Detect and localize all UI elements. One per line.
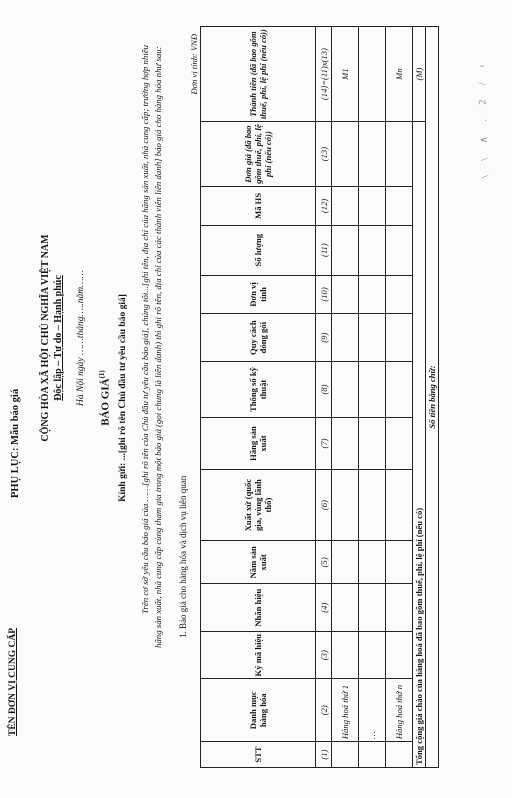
- amount-cell: Mn: [386, 27, 413, 122]
- total-row: [413, 27, 426, 768]
- total-label: Tổng cộng giá chào của hàng hoá đã bao gồm thuế, phí, lệ phí (nếu có): [413, 122, 426, 768]
- table-header-row: [201, 27, 316, 768]
- table-header-cell: Nhãn hiệu: [201, 584, 316, 632]
- column-number: (1): [316, 742, 332, 768]
- faint-stamp-mark: \ \ ∧ . 2 / ‹: [475, 58, 492, 179]
- column-number: (4): [316, 584, 332, 632]
- section-item-1: 1. Báo giá cho hàng hóa và dịch vụ liên quan: [178, 475, 188, 638]
- intro-paragraph: Trên cơ sở yêu cầu báo giá của ……[ghi rõ tên của Chủ đầu tư yêu cầu báo giá], chúng tôi...[ghi tên, địa chỉ của hãng sản xuất, nhà cung cấp; trường hợp nhiều hãng sản xuất, nhà cung cấp cùng tham gia trong một báo giá (gọi chung là liên danh) thì ghi rõ tên, địa chỉ của các thành viên liên danh] báo giá cho hàng hóa như sau:: [140, 44, 163, 648]
- column-number: (11): [316, 225, 332, 275]
- amount-in-words-label: Số tiền bằng chữ:: [426, 27, 439, 768]
- appendix-title: PHỤ LỤC: Mẫu báo giá: [10, 388, 21, 498]
- goods-name-cell: …: [359, 679, 386, 742]
- column-number: (12): [316, 186, 332, 225]
- column-number: (8): [316, 361, 332, 417]
- table-header-cell: Quy cách đóng gói: [201, 314, 316, 362]
- total-value: (M): [413, 27, 426, 122]
- quotation-table: [200, 26, 439, 768]
- column-number: (14)=(11)x(13): [316, 27, 332, 122]
- document-title-text: BÁO GIÁ: [99, 378, 112, 426]
- column-number: (2): [316, 679, 332, 742]
- goods-name-cell: Hàng hoá thứ 1: [332, 679, 359, 742]
- table-header-cell: Mã HS: [201, 186, 316, 225]
- column-number: (9): [316, 314, 332, 362]
- table-header-cell: Số lượng: [201, 225, 316, 275]
- national-motto: Độc lập – Tự do – Hạnh phúc: [53, 275, 64, 401]
- supplier-name-heading: TÊN ĐƠN VỊ CUNG CẤP: [8, 627, 18, 736]
- table-header-cell: Ký mã hiệu: [201, 631, 316, 679]
- table-header-cell: Đơn giá (đã bao gồm thuế, phí, lệ phí (nếu có)): [201, 122, 316, 187]
- document-title: [98, 58, 112, 738]
- table-row: [359, 27, 386, 768]
- table-header-cell: STT: [201, 742, 316, 768]
- column-number-row: [316, 27, 332, 768]
- table-header-cell: Xuất xứ (quốc gia, vùng lãnh thổ): [201, 469, 316, 540]
- column-number: (6): [316, 469, 332, 540]
- national-title: CỘNG HÒA XÃ HỘI CHỦ NGHĨA VIỆT NAM: [40, 234, 51, 442]
- column-number: (3): [316, 631, 332, 679]
- table-header-cell: Danh mục hàng hóa: [201, 679, 316, 742]
- column-number: (5): [316, 541, 332, 584]
- amount-cell: M1: [332, 27, 359, 122]
- currency-unit: Đơn vị tính: VNĐ: [189, 34, 199, 95]
- addressee-line: Kính gửi: ...[ghi rõ tên Chủ đầu tư yêu cầu báo giá]: [118, 294, 128, 502]
- column-number: (10): [316, 275, 332, 314]
- table-row: [386, 27, 413, 768]
- table-row: [332, 27, 359, 768]
- table-header-cell: Đơn vị tính: [201, 275, 316, 314]
- column-number: (7): [316, 418, 332, 470]
- goods-name-cell: Hàng hoá thứ n: [386, 679, 413, 742]
- date-line: Hà Nội ngày ……tháng…..năm……: [76, 270, 86, 406]
- table-header-cell: Năm sản xuất: [201, 541, 316, 584]
- column-number: (13): [316, 122, 332, 187]
- table-header-cell: Hãng sản xuất: [201, 418, 316, 470]
- amount-in-words-row: [426, 27, 439, 768]
- table-header-cell: Thành tiền (đã bao gồm thuế, phí, lệ phí (nếu có)): [201, 27, 316, 122]
- table-header-cell: Thông số kỹ thuật: [201, 361, 316, 417]
- amount-cell: [359, 27, 386, 122]
- document-title-footnote: (1): [98, 370, 106, 379]
